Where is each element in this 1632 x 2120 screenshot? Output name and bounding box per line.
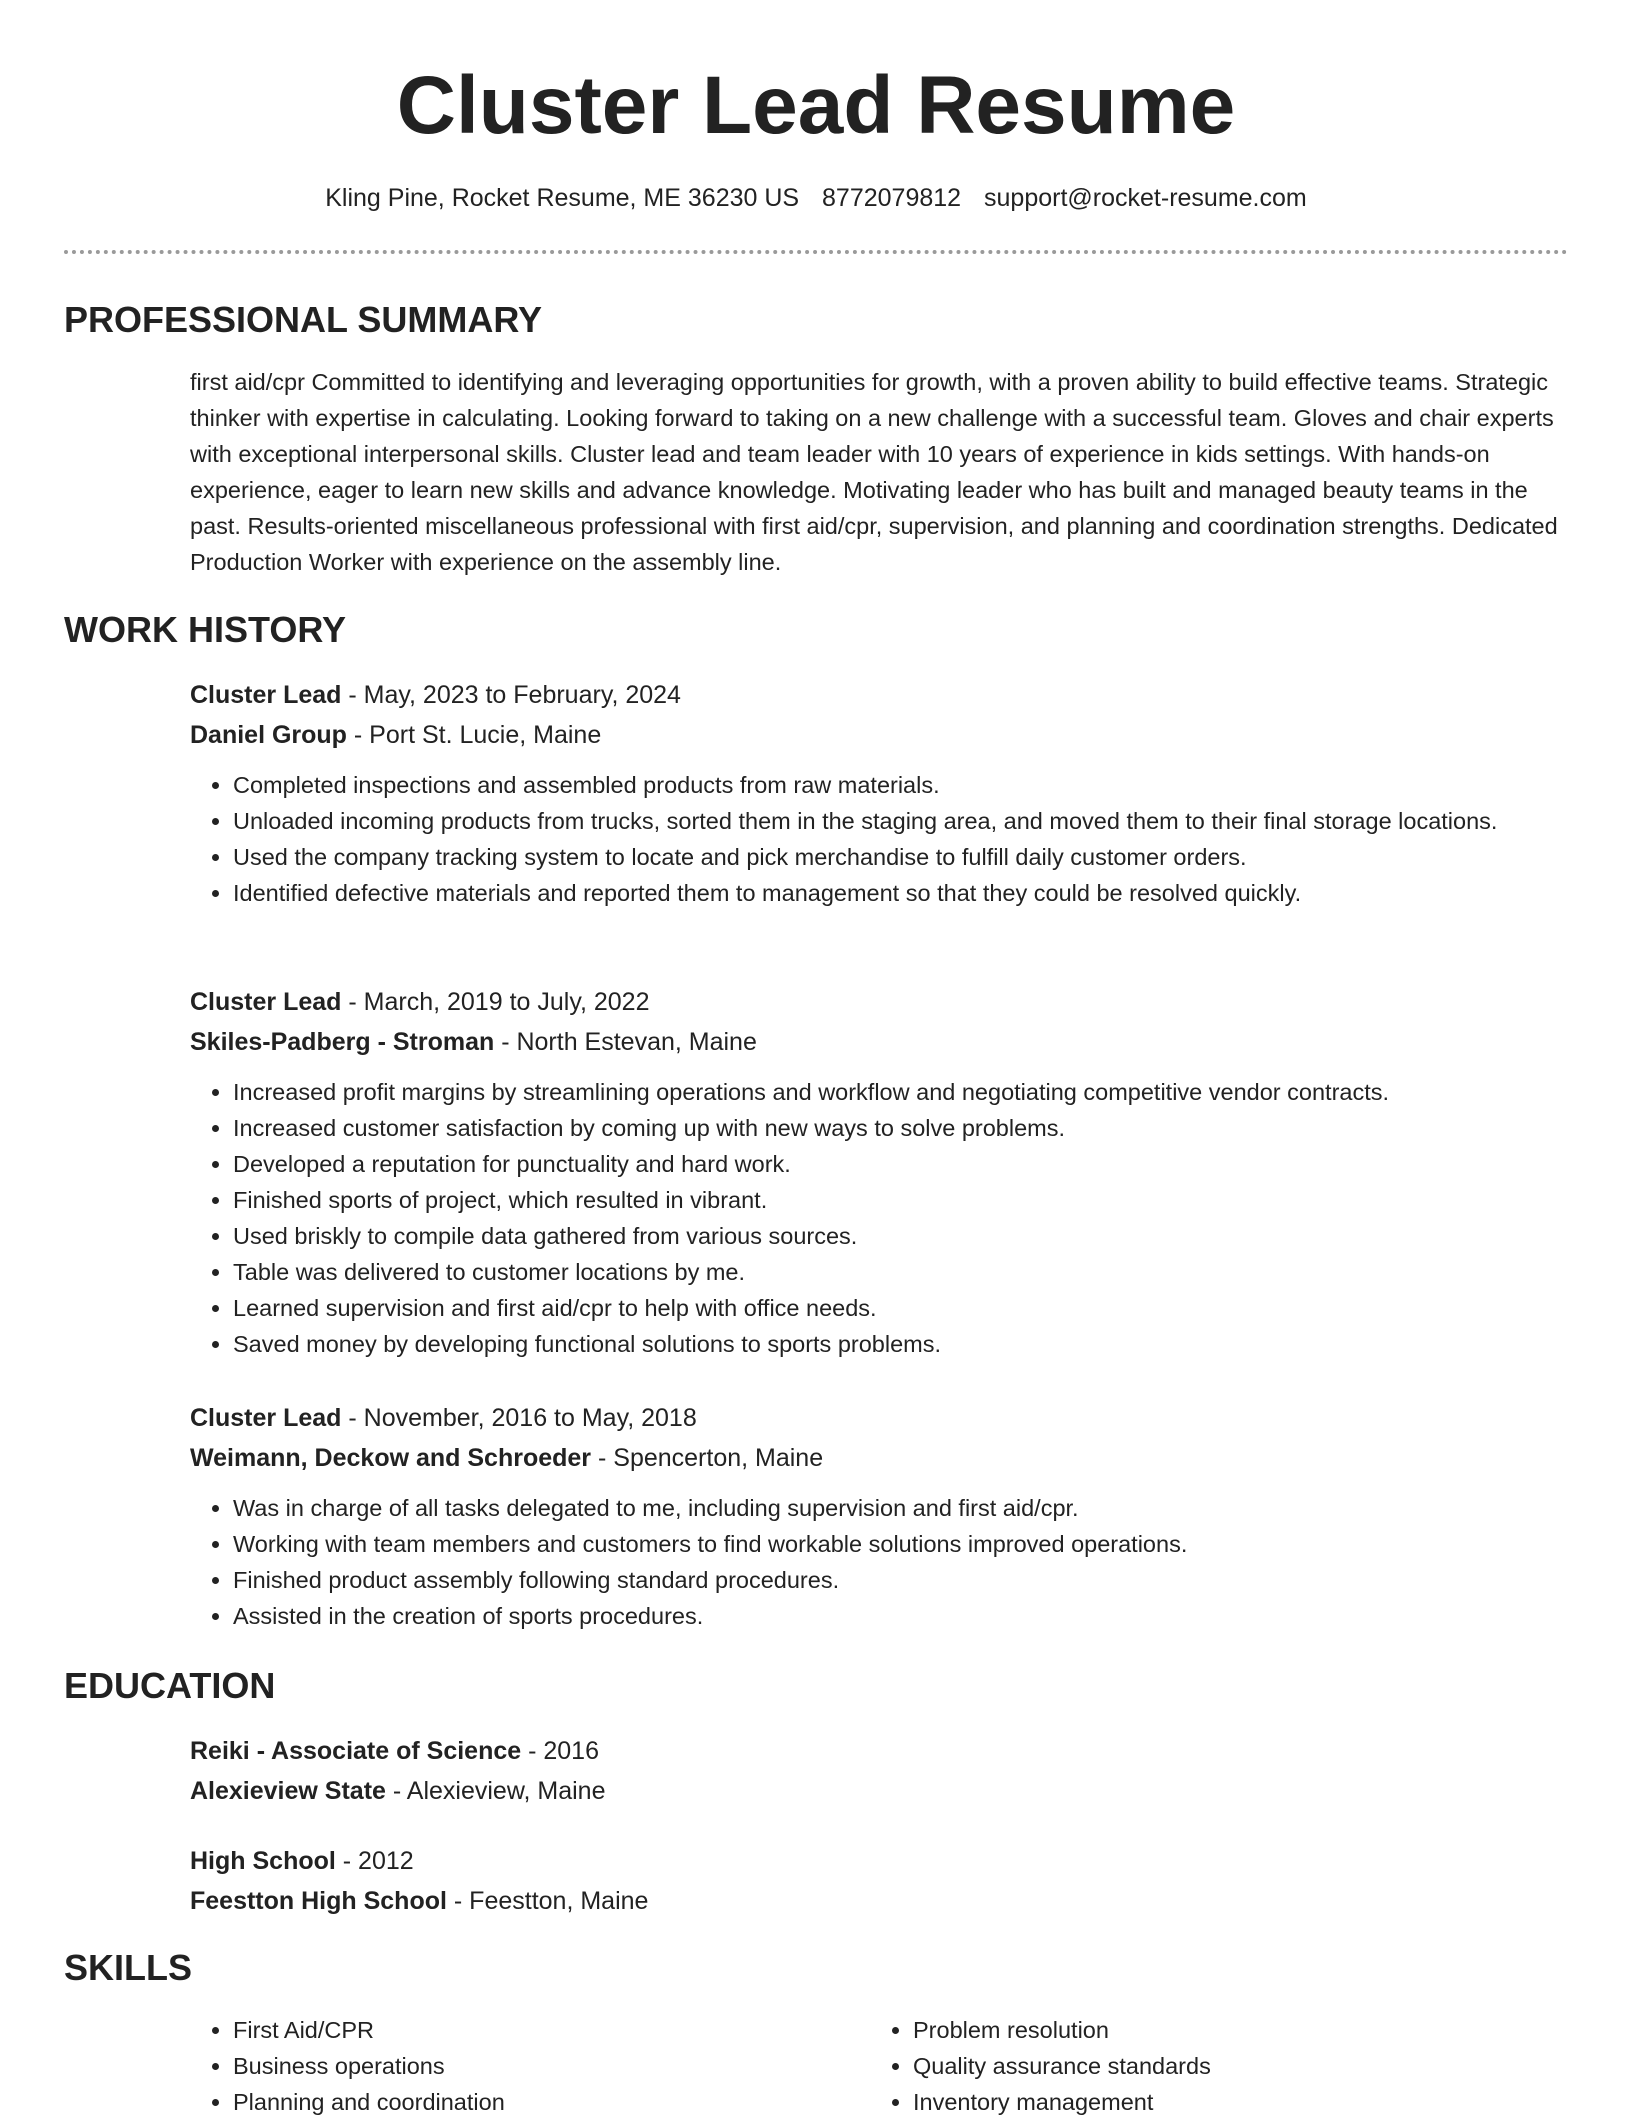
job-title: Cluster Lead xyxy=(190,1404,342,1432)
education-degree-line xyxy=(190,1731,1570,1771)
job-company: Weimann, Deckow and Schroeder xyxy=(190,1444,592,1472)
job-company: Daniel Group xyxy=(190,721,347,749)
education-entry xyxy=(190,1731,1570,1811)
job-bullet: • Completed inspections and assembled products from raw materials. xyxy=(233,767,1570,803)
job-dates: - March, 2019 to July, 2022 xyxy=(341,988,650,1016)
skills-column-left xyxy=(190,2012,830,2120)
skill-item: • Inventory management xyxy=(913,2084,1570,2120)
section-title-summary: PROFESSIONAL SUMMARY xyxy=(64,299,543,340)
job-company-line xyxy=(190,1438,1570,1478)
job-company-line xyxy=(190,1022,1570,1062)
job-entry xyxy=(190,675,1570,911)
job-bullet: • Was in charge of all tasks delegated to me, including supervision and first aid/cpr. xyxy=(233,1490,1570,1526)
skill-item: • Planning and coordination xyxy=(233,2084,830,2120)
job-dates: - November, 2016 to May, 2018 xyxy=(341,1404,697,1432)
job-company-line xyxy=(190,715,1570,755)
education-year: - 2016 xyxy=(521,1737,599,1765)
section-title-skills: SKILLS xyxy=(64,1947,193,1988)
job-title-line xyxy=(190,675,1570,715)
education-school: Alexieview State xyxy=(190,1777,386,1805)
summary-text: first aid/cpr Committed to identifying and leveraging opportunities for growth, with a proven ability to build effective teams. Strategic thinker with expertise in calculating. Looking forward to taking on a new challenge with a successful team. Gloves and chair experts with exceptional interpersonal skills. Cluster lead and team leader with 10 years of experience in kids settings. With hands-on experience, eager to learn new skills and advance knowledge. Motivating leader who has built and managed beauty teams in the past. Results-oriented miscellaneous professional with first aid/cpr, supervision, and planning and coordination strengths. Dedicated Production Worker with experience on the assembly line. xyxy=(190,369,1558,575)
education-location: - Alexieview, Maine xyxy=(385,1777,606,1805)
education-degree: Reiki - Associate of Science xyxy=(190,1737,522,1765)
job-title-line xyxy=(190,1398,1570,1438)
education-degree: High School xyxy=(190,1847,336,1875)
job-bullet: • Identified defective materials and reported them to management so that they could be resolved quickly. xyxy=(233,875,1570,911)
skill-item: • Business operations xyxy=(233,2048,830,2084)
skill-item: • Quality assurance standards xyxy=(913,2048,1570,2084)
job-location: - Port St. Lucie, Maine xyxy=(346,721,602,749)
job-bullet: • Unloaded incoming products from trucks, sorted them in the staging area, and moved them to their final storage locations. xyxy=(233,803,1570,839)
job-bullet: • Finished product assembly following standard procedures. xyxy=(233,1562,1570,1598)
job-bullet: • Developed a reputation for punctuality and hard work. xyxy=(233,1146,1570,1182)
skills-column-right xyxy=(870,2012,1570,2120)
job-bullets xyxy=(190,767,1570,911)
skill-item: • First Aid/CPR xyxy=(233,2012,830,2048)
contact-line xyxy=(0,180,1632,216)
job-bullet: • Working with team members and customers to find workable solutions improved operations. xyxy=(233,1526,1570,1562)
job-bullet: • Increased customer satisfaction by coming up with new ways to solve problems. xyxy=(233,1110,1570,1146)
job-title-line xyxy=(190,982,1570,1022)
job-bullet: • Finished sports of project, which resulted in vibrant. xyxy=(233,1182,1570,1218)
skill-item: • Problem resolution xyxy=(913,2012,1570,2048)
job-bullet: • Used the company tracking system to locate and pick merchandise to fulfill daily customer orders. xyxy=(233,839,1570,875)
job-company: Skiles-Padberg - Stroman xyxy=(190,1028,495,1056)
education-degree-line xyxy=(190,1841,1570,1881)
job-entry xyxy=(190,982,1570,1362)
job-bullet: • Saved money by developing functional solutions to sports problems. xyxy=(233,1326,1570,1362)
job-bullets xyxy=(190,1074,1570,1362)
education-school-line xyxy=(190,1881,1570,1921)
education-school: Feestton High School xyxy=(190,1887,447,1915)
contact-phone: 8772079812 xyxy=(822,184,962,212)
section-title-work: WORK HISTORY xyxy=(64,609,347,650)
skills-list xyxy=(870,2012,1570,2120)
education-school-line xyxy=(190,1771,1570,1811)
job-title: Cluster Lead xyxy=(190,681,342,709)
job-bullet: • Increased profit margins by streamlining operations and workflow and negotiating competitive vendor contracts. xyxy=(233,1074,1570,1110)
job-dates: - May, 2023 to February, 2024 xyxy=(341,681,681,709)
job-bullet: • Used briskly to compile data gathered from various sources. xyxy=(233,1218,1570,1254)
job-bullet: • Assisted in the creation of sports procedures. xyxy=(233,1598,1570,1634)
job-bullets xyxy=(190,1490,1570,1634)
job-location: - North Estevan, Maine xyxy=(494,1028,757,1056)
education-entry xyxy=(190,1841,1570,1921)
job-title: Cluster Lead xyxy=(190,988,342,1016)
job-location: - Spencerton, Maine xyxy=(591,1444,824,1472)
job-bullet: • Learned supervision and first aid/cpr to help with office needs. xyxy=(233,1290,1570,1326)
resume-title: Cluster Lead Resume xyxy=(396,60,1236,151)
education-location: - Feestton, Maine xyxy=(446,1887,649,1915)
header-divider xyxy=(64,250,1568,254)
education-year: - 2012 xyxy=(335,1847,414,1875)
job-entry xyxy=(190,1398,1570,1634)
contact-address: Kling Pine, Rocket Resume, ME 36230 US xyxy=(325,184,800,212)
skills-list xyxy=(190,2012,830,2120)
job-bullet: • Table was delivered to customer locations by me. xyxy=(233,1254,1570,1290)
contact-email: support@rocket-resume.com xyxy=(984,184,1307,212)
section-title-education: EDUCATION xyxy=(64,1665,276,1706)
